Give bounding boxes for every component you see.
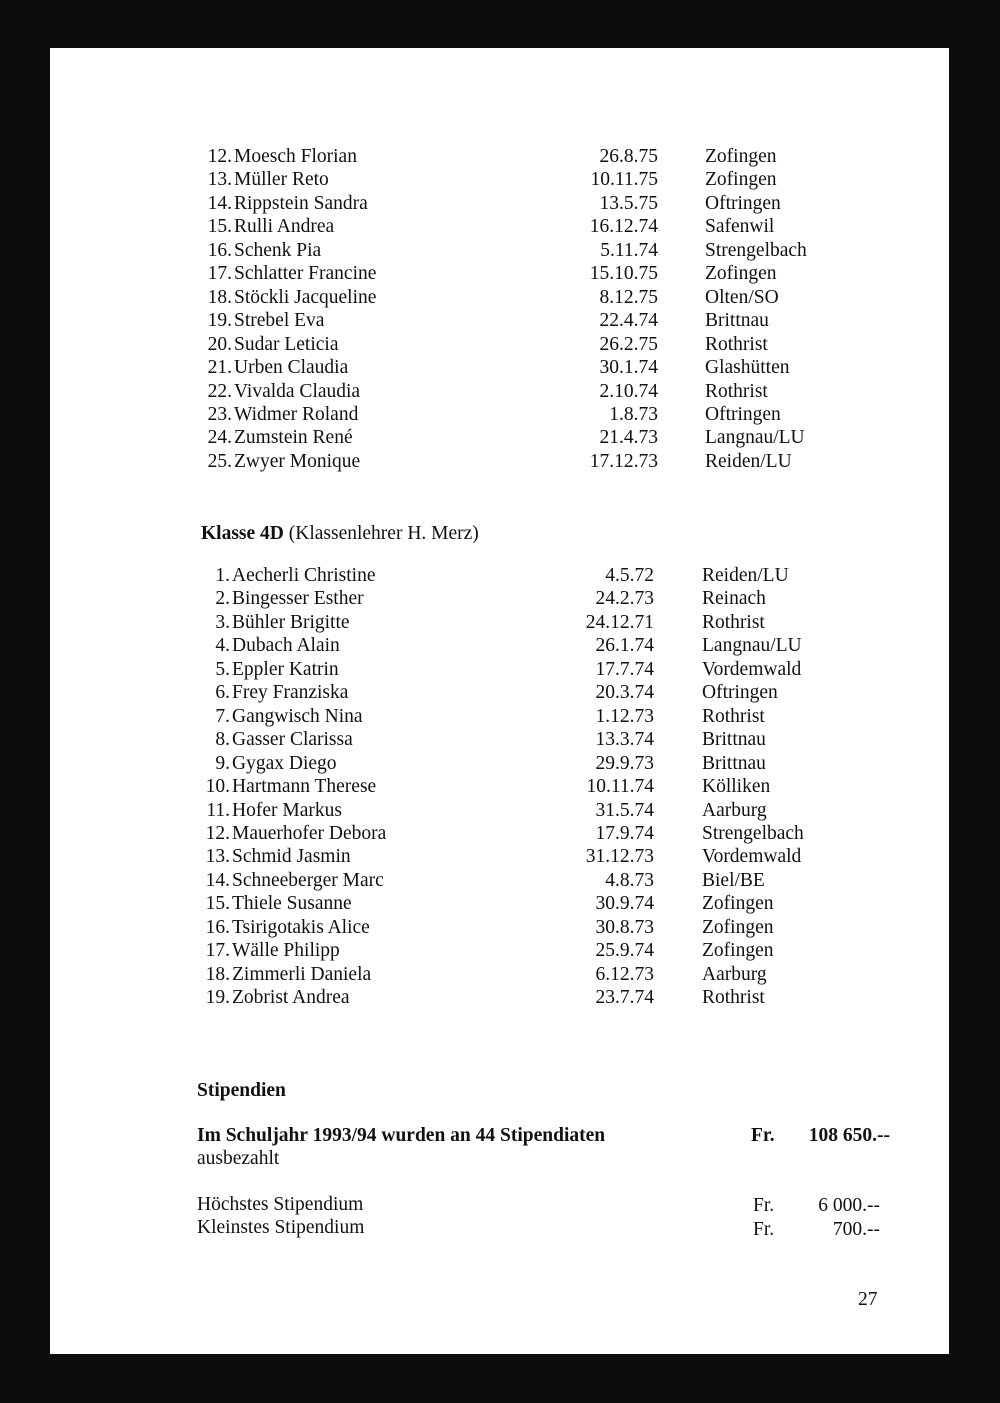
- list-item-place: Strengelbach: [702, 822, 804, 844]
- list-item: [50, 239, 949, 262]
- list-item-number: 12.: [205, 822, 230, 844]
- list-item-name: Gangwisch Nina: [232, 705, 363, 727]
- min-amount: 700.--: [832, 1219, 880, 1240]
- list-item-place: Glashütten: [705, 357, 790, 379]
- list-item-name: Rulli Andrea: [234, 216, 335, 238]
- list-item-name: Mauerhofer Debora: [232, 822, 387, 844]
- list-item-name: Strebel Eva: [234, 310, 325, 332]
- list-item: [50, 963, 949, 986]
- list-item-name: Bühler Brigitte: [232, 611, 350, 633]
- list-item-name: Rippstein Sandra: [234, 192, 368, 214]
- list-item: [50, 309, 949, 332]
- list-item: [50, 845, 949, 868]
- list-item: [50, 450, 949, 473]
- list-item-number: 2.: [215, 588, 230, 610]
- list-item-place: Langnau/LU: [705, 427, 805, 449]
- list-item: [50, 356, 949, 379]
- list-item-place: Safenwil: [705, 216, 775, 238]
- max-currency: Fr.: [753, 1195, 775, 1216]
- list-item-date: 1.12.73: [595, 705, 654, 727]
- page-number: 27: [858, 1289, 878, 1310]
- list-item-date: 26.1.74: [595, 635, 654, 657]
- list-item: [50, 426, 949, 449]
- list-item-number: 3.: [215, 611, 230, 633]
- list-item-name: Thiele Susanne: [232, 893, 352, 915]
- list-item: [50, 286, 949, 309]
- list-item-place: Reinach: [702, 588, 766, 610]
- list-item-name: Vivalda Claudia: [234, 380, 361, 402]
- list-item-name: Moesch Florian: [234, 146, 357, 167]
- list-item: [50, 728, 949, 751]
- list-item: [50, 752, 949, 775]
- list-item-number: 19.: [207, 310, 232, 332]
- list-item-date: 13.3.74: [595, 729, 654, 751]
- list-item-number: 15.: [207, 216, 232, 238]
- list-item-name: Zobrist Andrea: [232, 987, 350, 1009]
- list-item-number: 14.: [205, 869, 230, 891]
- max-stipendium-label: Höchstes Stipendium: [197, 1194, 364, 1215]
- list-item-name: Wälle Philipp: [232, 940, 340, 962]
- list-item: [50, 705, 949, 728]
- list-item: [50, 564, 949, 587]
- total-amount: 108 650.--: [808, 1125, 890, 1146]
- list-item-date: 17.12.73: [589, 450, 658, 472]
- list-item-date: 5.11.74: [600, 239, 658, 261]
- list-item-name: Tsirigotakis Alice: [232, 916, 370, 938]
- list-item-date: 17.9.74: [595, 822, 654, 844]
- list-item-date: 20.3.74: [595, 682, 654, 704]
- list-item: [50, 192, 949, 215]
- list-item: [50, 145, 949, 168]
- list-item-date: 25.9.74: [595, 940, 654, 962]
- list-item-date: 2.10.74: [599, 380, 658, 402]
- min-currency: Fr.: [753, 1219, 775, 1240]
- list-item-date: 15.10.75: [589, 263, 658, 285]
- list-item-name: Schmid Jasmin: [232, 846, 351, 868]
- list-item: [50, 168, 949, 191]
- list-item-number: 16.: [205, 916, 230, 938]
- list-item-place: Kölliken: [702, 776, 771, 798]
- list-item-date: 29.9.73: [595, 752, 654, 774]
- list-item: [50, 262, 949, 285]
- list-item-place: Biel/BE: [702, 869, 765, 891]
- list-item-date: 16.12.74: [589, 216, 658, 238]
- list-item-date: 6.12.73: [595, 963, 654, 985]
- list-item-number: 4.: [215, 635, 230, 657]
- list-item-place: Rothrist: [705, 333, 768, 355]
- list-item: [50, 333, 949, 356]
- list-item-number: 20.: [207, 333, 232, 355]
- list-item-date: 22.4.74: [599, 310, 658, 332]
- list-item-date: 24.12.71: [585, 611, 654, 633]
- list-item-name: Müller Reto: [234, 169, 329, 191]
- list-item-number: 21.: [207, 357, 232, 379]
- list-item-place: Zofingen: [702, 916, 774, 938]
- list-item-place: Zofingen: [705, 146, 777, 167]
- list-item: [50, 380, 949, 403]
- total-currency: Fr.: [751, 1125, 775, 1146]
- list-item-place: Brittnau: [702, 729, 766, 751]
- list-item-name: Sudar Leticia: [234, 333, 339, 355]
- list-item: [50, 869, 949, 892]
- list-item-date: 21.4.73: [599, 427, 658, 449]
- list-item-date: 30.8.73: [595, 916, 654, 938]
- list-item-name: Frey Franziska: [232, 682, 349, 704]
- list-item-name: Aecherli Christine: [232, 565, 376, 586]
- list-item-number: 22.: [207, 380, 232, 402]
- list-item-place: Vordemwald: [702, 658, 802, 680]
- list-item: [50, 939, 949, 962]
- list-item-name: Gasser Clarissa: [232, 729, 353, 751]
- list-item-date: 1.8.73: [609, 403, 658, 425]
- list-item: [50, 775, 949, 798]
- list-item-place: Aarburg: [702, 963, 767, 985]
- list-item-name: Dubach Alain: [232, 635, 340, 657]
- list-item-name: Schenk Pia: [234, 239, 322, 261]
- stipendien-summary-line-2: ausbezahlt: [197, 1148, 280, 1169]
- list-item-place: Rothrist: [702, 611, 765, 633]
- list-item-name: Hofer Markus: [232, 799, 342, 821]
- list-item-place: Zofingen: [702, 893, 774, 915]
- list-item-number: 13.: [205, 846, 230, 868]
- list-item-place: Zofingen: [705, 169, 777, 191]
- list-item: [50, 215, 949, 238]
- list-item-number: 6.: [215, 682, 230, 704]
- list-item-name: Zwyer Monique: [234, 450, 361, 472]
- list-item-place: Rothrist: [705, 380, 768, 402]
- list-item-place: Olten/SO: [705, 286, 779, 308]
- list-item-number: 13.: [207, 169, 232, 191]
- class-heading: [201, 522, 479, 546]
- min-stipendium-label: Kleinstes Stipendium: [197, 1217, 365, 1238]
- list-item-number: 23.: [207, 403, 232, 425]
- list-item-name: Zumstein René: [234, 427, 353, 449]
- class-teacher: (Klassenlehrer H. Merz): [288, 523, 479, 544]
- list-item: [50, 611, 949, 634]
- list-item-place: Strengelbach: [705, 239, 807, 261]
- list-item-number: 7.: [215, 705, 230, 727]
- stipendien-summary-line: Im Schuljahr 1993/94 wurden an 44 Stipendiaten: [197, 1125, 606, 1146]
- list-item-number: 17.: [205, 940, 230, 962]
- list-item-name: Hartmann Therese: [232, 776, 377, 798]
- list-item: [50, 892, 949, 915]
- list-item: [50, 658, 949, 681]
- list-item-date: 17.7.74: [595, 658, 654, 680]
- list-item-date: 13.5.75: [599, 192, 658, 214]
- list-item-name: Stöckli Jacqueline: [234, 286, 377, 308]
- max-amount: 6 000.--: [818, 1195, 880, 1216]
- list-item-number: 12.: [207, 146, 232, 167]
- list-item-name: Urben Claudia: [234, 357, 349, 379]
- list-item-number: 9.: [215, 752, 230, 774]
- list-item-place: Oftringen: [705, 192, 781, 214]
- list-item-number: 25.: [207, 450, 232, 472]
- list-item: [50, 822, 949, 845]
- list-item-date: 24.2.73: [595, 588, 654, 610]
- list-item-number: 18.: [205, 963, 230, 985]
- list-item-place: Vordemwald: [702, 846, 802, 868]
- list-item-number: 10.: [205, 776, 230, 798]
- list-item: [50, 986, 949, 1009]
- list-item: [50, 403, 949, 426]
- list-item-date: 26.2.75: [599, 333, 658, 355]
- list-item-place: Reiden/LU: [705, 450, 792, 472]
- list-item-number: 16.: [207, 239, 232, 261]
- list-item-date: 4.8.73: [605, 869, 654, 891]
- list-item-place: Zofingen: [702, 940, 774, 962]
- list-item-date: 30.9.74: [595, 893, 654, 915]
- list-item: [50, 681, 949, 704]
- list-item-place: Rothrist: [702, 705, 765, 727]
- list-item: [50, 634, 949, 657]
- list-item-date: 10.11.74: [586, 776, 654, 798]
- list-item-place: Brittnau: [702, 752, 766, 774]
- list-item-date: 30.1.74: [599, 357, 658, 379]
- list-item-name: Gygax Diego: [232, 752, 337, 774]
- list-item-name: Zimmerli Daniela: [232, 963, 372, 985]
- list-item-place: Oftringen: [705, 403, 781, 425]
- list-item-date: 23.7.74: [595, 987, 654, 1009]
- list-item-date: 31.12.73: [585, 846, 654, 868]
- list-item-place: Aarburg: [702, 799, 767, 821]
- list-item-date: 26.8.75: [599, 146, 658, 167]
- stipendien-heading: Stipendien: [197, 1080, 286, 1101]
- list-item-number: 24.: [207, 427, 232, 449]
- list-item-number: 18.: [207, 286, 232, 308]
- class-title: Klasse 4D: [201, 523, 284, 544]
- list-item-place: Reiden/LU: [702, 565, 789, 586]
- list-item-place: Oftringen: [702, 682, 778, 704]
- list-item: [50, 799, 949, 822]
- list-item: [50, 587, 949, 610]
- list-item-date: 10.11.75: [590, 169, 658, 191]
- list-item-place: Rothrist: [702, 987, 765, 1009]
- list-item-date: 8.12.75: [599, 286, 658, 308]
- list-item-number: 8.: [215, 729, 230, 751]
- list-item: [50, 916, 949, 939]
- list-item-date: 31.5.74: [595, 799, 654, 821]
- list-item-number: 19.: [205, 987, 230, 1009]
- list-item-place: Brittnau: [705, 310, 769, 332]
- list-item-number: 17.: [207, 263, 232, 285]
- list-item-number: 14.: [207, 192, 232, 214]
- list-item-date: 4.5.72: [605, 565, 654, 586]
- list-item-place: Zofingen: [705, 263, 777, 285]
- document-page: [50, 48, 949, 1354]
- list-item-number: 15.: [205, 893, 230, 915]
- list-item-name: Schlatter Francine: [234, 263, 377, 285]
- list-item-place: Langnau/LU: [702, 635, 802, 657]
- list-item-number: 5.: [215, 658, 230, 680]
- list-item-name: Bingesser Esther: [232, 588, 364, 610]
- list-item-number: 11.: [206, 799, 230, 821]
- list-item-name: Widmer Roland: [234, 403, 359, 425]
- list-item-name: Schneeberger Marc: [232, 869, 384, 891]
- list-item-name: Eppler Katrin: [232, 658, 339, 680]
- list-item-number: 1.: [215, 565, 230, 586]
